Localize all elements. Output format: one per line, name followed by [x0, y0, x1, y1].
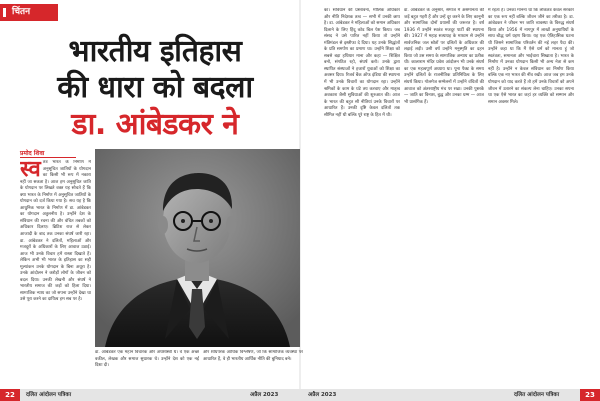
page-number-left: 22 — [0, 389, 20, 401]
body-column-4: का। संविधान की प्रस्तावना, मौलिक अधिकार और नीति निदेशक तत्व — सभी में उनकी छाप है। डा. आंबेडकर ने महिलाओं को समान अधिकार दिलाने के लिए हिंदू कोड बिल पेश किया। जब संसद ने उसे पारित नहीं किया तो उन्होंने मंत्रिमंडल से इस्तीफा दे दिया। यह उनके सिद्धांतों के प्रति समर्पण का प्रमाण था। उन्होंने शिक्षा को सबसे बड़ा हथियार माना और कहा — शिक्षित बनो, संगठित रहो, संघर्ष करो। उनके द्वारा स्थापित संस्थाओं ने हजारों युवाओं को शिक्षा का अवसर दिया। रिजर्व बैंक ऑफ इंडिया की स्थापना में भी उनके विचारों का योगदान रहा। उन्होंने श्रमिकों के काम के घंटे तय करवाए और मातृत्व अवकाश जैसी सुविधाओं की शुरुआत की। आज के भारत की बहुत सी नीतियां उनके विचारों पर आधारित हैं। उनकी दृष्टि केवल दलितों तक सीमित नहीं थी बल्कि पूरे राष्ट्र के हित में थी। — [324, 8, 400, 118]
page-number-right: 23 — [580, 389, 600, 401]
portrait-photo — [95, 149, 300, 347]
portrait-illustration — [95, 149, 300, 347]
drop-cap: स्व — [20, 160, 41, 182]
body-column-6: में रहता है। उनका मानना था कि लोकतंत्र केवल सरकार का एक रूप नहीं बल्कि जीवन जीने का तरीका है। डा. आंबेडकर ने जीवन भर जाति व्यवस्था के विरुद्ध संघर्ष किया और 1956 में नागपुर में लाखों अनुयायियों के साथ बौद्ध धर्म ग्रहण किया। यह एक ऐतिहासिक घटना थी जिसने सामाजिक परिवर्तन की नई लहर पैदा की। उन्होंने कहा था कि मैं ऐसे धर्म को मानता हूं जो स्वतंत्रता, समानता और भाईचारा सिखाता है। भारत के निर्माण में उनका योगदान किसी भी अन्य नेता से कम नहीं है। उन्होंने न केवल संविधान का निर्माण किया बल्कि एक नए भारत की नींव रखी। आज जब हम उनके योगदान को याद करते हैं तो हमें उनके विचारों को अपने जीवन में उतारने का संकल्प लेना चाहिए। उनका सपना था एक ऐसे भारत का जहां हर व्यक्ति को सम्मान और समान अवसर मिले। — [488, 8, 574, 105]
body-column-5: डा. आंबेडकर के अनुसार, समाज में असमानता की जड़ें बहुत गहरी हैं और उन्हें दूर करने के लिए कानूनी और सामाजिक दोनों प्रयासों की जरूरत है। वर्ष 1936 में उन्होंने स्वतंत्र मजदूर पार्टी की स्थापना की। 1927 में महाड़ सत्याग्रह के माध्यम से उन्होंने सार्वजनिक जल स्रोतों पर दलितों के अधिकार की लड़ाई लड़ी। उसी वर्ष उन्होंने मनुस्मृति का दहन किया जो उस समय के सामाजिक अन्याय का प्रतीक थी। कालाराम मंदिर प्रवेश आंदोलन भी उनके संघर्ष का एक महत्वपूर्ण अध्याय था। पूना पैक्ट के समय उन्होंने दलितों के राजनीतिक प्रतिनिधित्व के लिए संघर्ष किया। गोलमेज सम्मेलनों में उन्होंने वंचितों की आवाज को अंतरराष्ट्रीय मंच पर रखा। उनकी पुस्तकें — जाति का विनाश, बुद्ध और उनका धम्म — आज भी प्रासंगिक हैं। — [404, 8, 484, 105]
byline-rule — [20, 157, 76, 158]
body-column-2: डा. आंबेडकर एक महान विचारक और अर्थशास्त्री थे। वे एक अच्छे वकील, लेखक और समाज सुधारक थे। उन्होंने देश को एक नई दिशा दी। — [95, 350, 199, 369]
footer-left-date: अप्रैल 2023 — [250, 392, 279, 398]
footer-right-date: अप्रैल 2023 — [308, 392, 337, 398]
body-column-3: और शोधपरक आर्थिक विश्लेषण, जो कि सामाजिक व्यवस्था पर आधारित हैं, वे ही भारतीय आर्थिक नीति की बुनियाद बने। — [203, 350, 303, 362]
headline-line-2: की धारा को बदला — [57, 70, 253, 105]
headline — [30, 34, 280, 144]
section-tag — [0, 4, 58, 21]
section-label: चिंतन — [12, 7, 31, 17]
body-column-1 — [20, 160, 91, 378]
footer-left-title: दलित आंदोलन पत्रिका — [26, 392, 72, 398]
body-column-1-text: तंत्र भारत के निर्माण में अनुसूचित जातियों के योगदान का किसी भी रूप में नकारा नहीं जा सकता है। आज हम अनुसूचित जाति के योगदान पर लिखते वक्त यह सोचते हैं कि क्या भारत के निर्माण में अनुसूचित जातियों के योगदान को दर्ज किया गया है। सच यह है कि आधुनिक भारत के निर्माण में डा. आंबेडकर का योगदान अतुलनीय है। उन्होंने देश के संविधान की रचना की और वंचित तबकों को अधिकार दिलाए। ब्रिटिश राज से लेकर आजादी के बाद तक उनका संघर्ष जारी रहा। डा. आंबेडकर ने दलितों, महिलाओं और मजदूरों के अधिकारों के लिए आवाज उठाई। आज भी उनके विचार हमें रास्ता दिखाते हैं। लेकिन अभी भी भारत के इतिहास का सही मूल्यांकन उनके योगदान के बिना अधूरा है। उनके आंदोलन ने करोड़ों लोगों के जीवन को बदल दिया। उनकी लेखनी और संघर्ष ने भारतीय समाज की जड़ों को हिला दिया। सामाजिक न्याय का जो सपना उन्होंने देखा था उसे पूरा करने का दायित्व हम सब पर है। — [20, 160, 91, 303]
headline-line-3: डा. आंबेडकर ने — [71, 107, 239, 142]
author-byline: प्रमोद शिवा — [20, 150, 45, 157]
footer-right-title: दलित आंदोलन पत्रिका — [514, 392, 560, 398]
headline-line-1: भारतीय इतिहास — [68, 34, 242, 69]
